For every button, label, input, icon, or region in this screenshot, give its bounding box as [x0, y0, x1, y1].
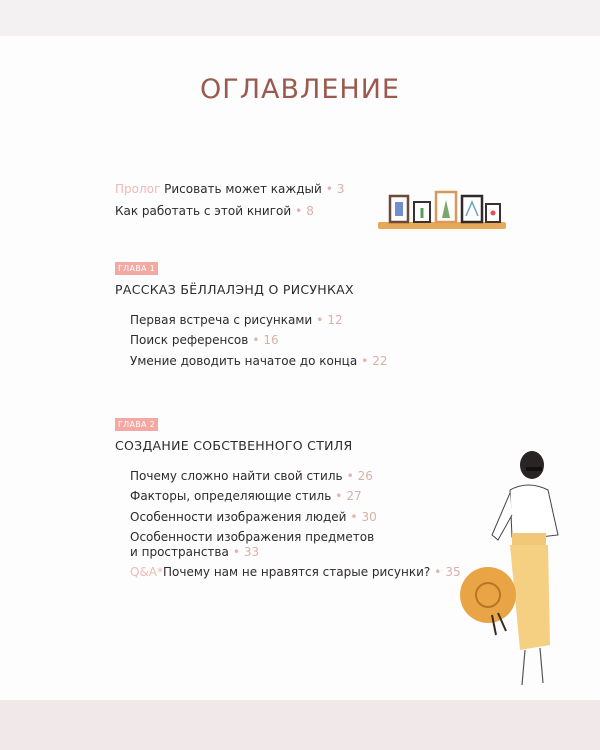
entry-label: Поиск референсов [130, 333, 249, 347]
separator: • [434, 565, 442, 579]
separator: • [325, 182, 333, 196]
entry-label: Первая встреча с рисунками [130, 313, 313, 327]
separator: • [316, 313, 324, 327]
entry-label: Почему сложно найти свой стиль [130, 469, 343, 483]
toc-entry-intro[interactable] [115, 204, 314, 218]
toc-entry-prologue[interactable] [115, 182, 345, 196]
page-title: ОГЛАВЛЕНИЕ [200, 74, 400, 105]
chapter-badge: ГЛАВА 2 [115, 418, 158, 431]
page-number: 12 [327, 313, 343, 327]
entry-label: Рисовать может каждый [164, 182, 322, 196]
page-number: 16 [263, 333, 279, 347]
toc-entry[interactable] [130, 489, 362, 503]
entry-label-cont: и пространства [130, 545, 229, 559]
separator: • [335, 489, 343, 503]
entry-label: Почему нам не нравятся старые рисунки? [163, 565, 431, 579]
chapter-title[interactable]: РАССКАЗ БЁЛЛАЛЭНД О РИСУНКАХ [115, 282, 354, 297]
separator: • [252, 333, 260, 347]
chapter-title[interactable]: СОЗДАНИЕ СОБСТВЕННОГО СТИЛЯ [115, 438, 353, 453]
entry-label: Особенности изображения людей [130, 510, 347, 524]
scan-margin [0, 700, 600, 750]
entry-label: Как работать с этой книгой [115, 204, 292, 218]
page-number: 30 [361, 510, 377, 524]
toc-entry[interactable] [130, 530, 374, 560]
prologue-prefix: Пролог [115, 182, 161, 196]
page-number: 22 [372, 354, 388, 368]
separator: • [350, 510, 358, 524]
page-number: 8 [306, 204, 314, 218]
page-number: 33 [243, 545, 260, 559]
picture-frames-shelf-illustration [378, 188, 508, 233]
page-number: 3 [336, 182, 345, 196]
toc-entry[interactable] [130, 354, 388, 368]
toc-entry[interactable] [130, 313, 343, 327]
toc-entry[interactable] [130, 469, 373, 483]
toc-entry-qa[interactable] [130, 565, 461, 579]
qa-prefix: Q&A* [130, 565, 164, 579]
toc-entry[interactable] [130, 510, 377, 524]
page-number: 35 [445, 565, 461, 579]
entry-label: Умение доводить начатое до конца [130, 354, 358, 368]
woman-with-hat-illustration [440, 445, 570, 705]
entry-label: Особенности изображения предметов [130, 530, 375, 544]
toc-entry[interactable] [130, 333, 279, 347]
page-number: 26 [357, 469, 373, 483]
page-number: 27 [346, 489, 362, 503]
chapter-badge: ГЛАВА 1 [115, 262, 158, 275]
separator: • [346, 469, 354, 483]
separator: • [232, 545, 240, 559]
entry-label: Факторы, определяющие стиль [130, 489, 332, 503]
separator: • [361, 354, 369, 368]
separator: • [295, 204, 303, 218]
